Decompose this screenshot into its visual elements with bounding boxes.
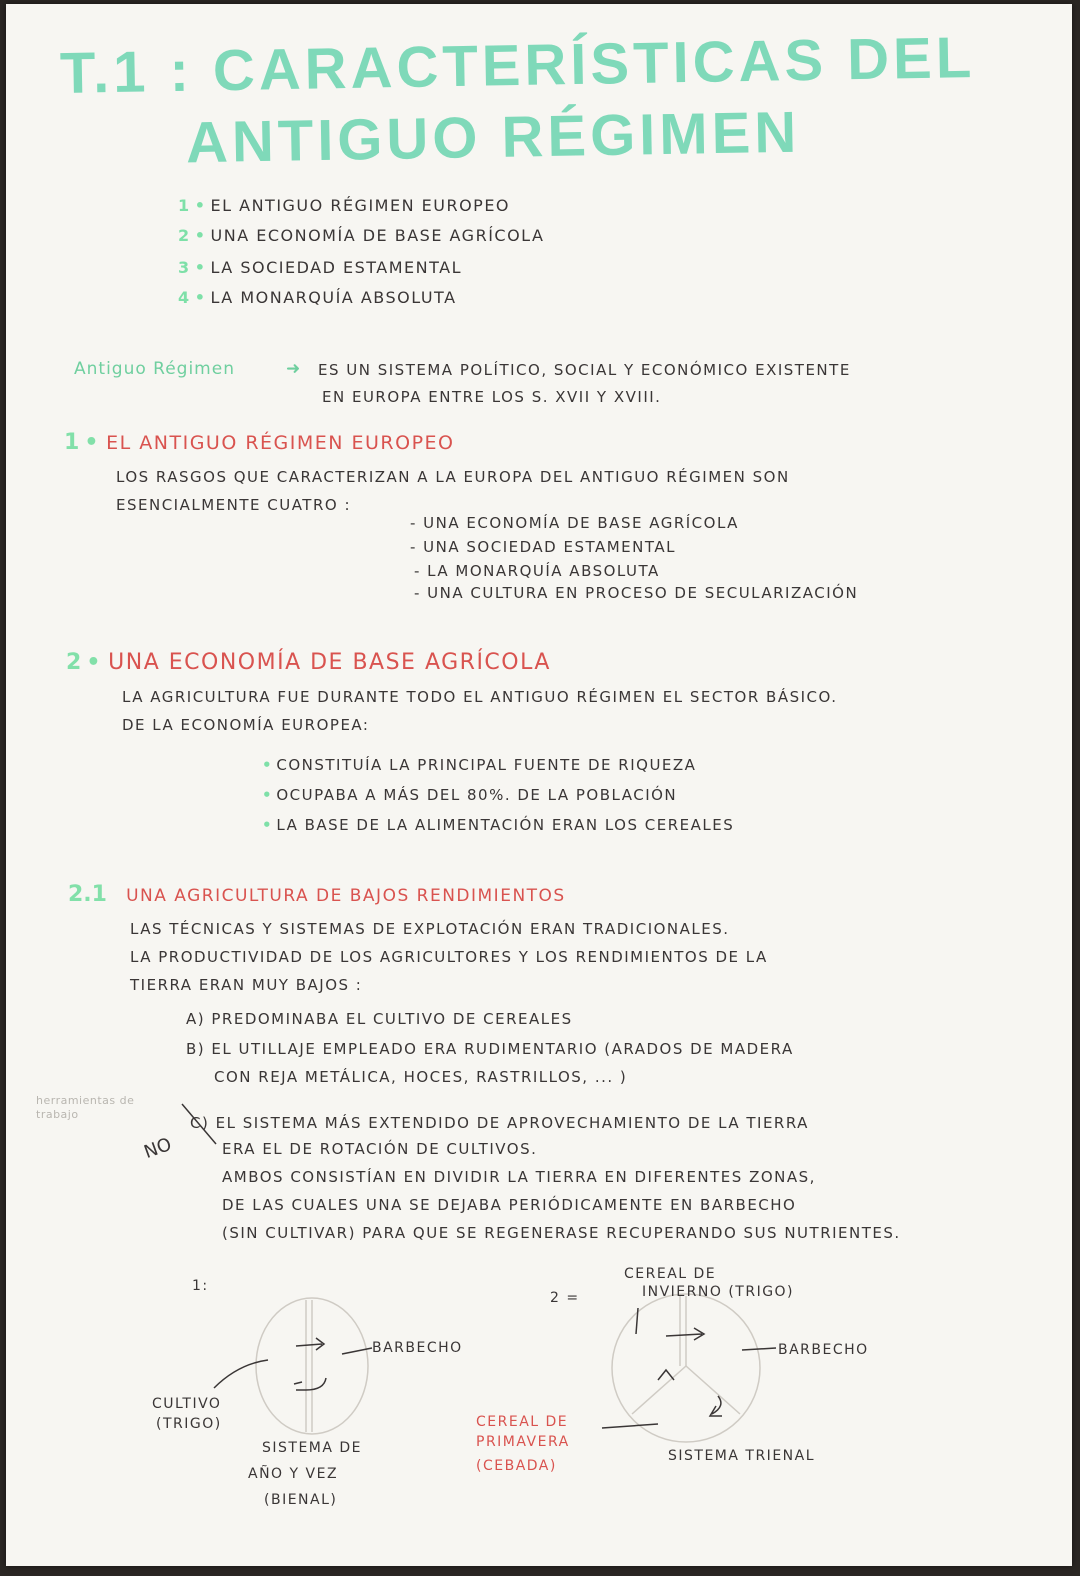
diagram-1-number: 1: [192,1278,209,1294]
toc-item: 1 • EL ANTIGUO RÉGIMEN EUROPEO [178,196,511,215]
toc-text: LA SOCIEDAD ESTAMENTAL [210,258,462,277]
section-title: UNA AGRICULTURA DE BAJOS RENDIMIENTOS [126,886,566,906]
list-item-c-line-5: (SIN CULTIVAR) PARA QUE SE REGENERASE RECUPERANDO SUS NUTRIENTES. [222,1224,901,1242]
list-item-c-line-4: DE LAS CUALES UNA SE DEJABA PERIÓDICAMENTE EN BARBECHO [222,1196,797,1214]
section-number: 1 [64,430,80,455]
toc-item: 2 • UNA ECONOMÍA DE BASE AGRÍCOLA [178,226,545,245]
section-1-intro-2: ESENCIALMENTE CUATRO : [116,496,352,514]
diagram-2-number: 2 = [550,1290,580,1306]
toc-item: 3 • LA SOCIEDAD ESTAMENTAL [178,258,462,277]
list-item-a: A) PREDOMINABA EL CULTIVO DE CEREALES [186,1010,573,1028]
list-item: - UNA SOCIEDAD ESTAMENTAL [410,538,676,556]
strike-mark-icon [182,1104,216,1144]
toc-text: UNA ECONOMÍA DE BASE AGRÍCOLA [210,226,545,245]
list-item: - UNA ECONOMÍA DE BASE AGRÍCOLA [410,514,739,532]
list-item-text: CONSTITUÍA LA PRINCIPAL FUENTE DE RIQUEZA [276,756,697,774]
label-spring-cereal-type: (CEBADA) [476,1458,557,1474]
toc-number: 4 [178,288,190,307]
list-item-c-line-2: ERA EL DE ROTACIÓN DE CULTIVOS. [222,1140,538,1158]
section-2-intro-1: LA AGRICULTURA FUE DURANTE TODO EL ANTIGUO RÉGIMEN EL SECTOR BÁSICO. [122,688,838,706]
toc-text: EL ANTIGUO RÉGIMEN EUROPEO [210,196,511,215]
label-fallow: BARBECHO [778,1342,869,1358]
section-2-heading: 2 • UNA ECONOMÍA DE BASE AGRÍCOLA [66,650,551,675]
toc-number: 3 [178,258,190,277]
label-spring-cereal-2: PRIMAVERA [476,1434,570,1450]
diagram-1-caption-1: SISTEMA DE [262,1440,363,1456]
toc-text: LA MONARQUÍA ABSOLUTA [210,288,457,307]
label-winter-cereal: CEREAL DE [624,1266,717,1282]
rotation-arrows-icon [214,1338,372,1390]
label-fallow: BARBECHO [372,1340,463,1356]
toc-item: 4 • LA MONARQUÍA ABSOLUTA [178,288,457,307]
cross-note: NO [141,1133,175,1164]
label-crop-type: (TRIGO) [156,1416,222,1432]
list-item: • OCUPABA A MÁS DEL 80%. DE LA POBLACIÓN [262,786,678,804]
list-item: - UNA CULTURA EN PROCESO DE SECULARIZACIÓN [414,584,859,602]
arrow-right-icon: ➜ [286,359,301,379]
diagram-1-caption-3: (BIENAL) [264,1492,338,1508]
definition-term: Antiguo Régimen [74,359,235,379]
section-1-intro-1: LOS RASGOS QUE CARACTERIZAN A LA EUROPA DEL ANTIGUO RÉGIMEN SON [116,468,790,486]
list-item-text: LA BASE DE LA ALIMENTACIÓN ERAN LOS CEREALES [276,816,735,834]
definition-text-line-1: ES UN SISTEMA POLÍTICO, SOCIAL Y ECONÓMICO EXISTENTE [318,361,851,379]
notebook-page [6,4,1072,1566]
paragraph-line: LA PRODUCTIVIDAD DE LOS AGRICULTORES Y LOS RENDIMIENTOS DE LA [130,948,768,966]
definition-text-line-2: EN EUROPA ENTRE LOS S. XVII Y XVIII. [322,388,662,406]
label-spring-cereal: CEREAL DE [476,1414,569,1430]
section-number: 2.1 [68,882,107,907]
biennial-diagram [256,1298,368,1434]
paragraph-line: TIERRA ERAN MUY BAJOS : [130,976,363,994]
rotation-diagrams [6,4,1072,1566]
section-title: UNA ECONOMÍA DE BASE AGRÍCOLA [108,650,551,675]
section-title: EL ANTIGUO RÉGIMEN EUROPEO [106,432,455,454]
list-item-c-line-1: C) EL SISTEMA MÁS EXTENDIDO DE APROVECHAMIENTO DE LA TIERRA [190,1114,809,1132]
section-1-heading: 1 • EL ANTIGUO RÉGIMEN EUROPEO [64,430,455,455]
diagram-1-caption-2: AÑO Y VEZ [248,1466,339,1482]
page-title-line-2: ANTIGUO RÉGIMEN [185,99,801,176]
toc-number: 2 [178,226,190,245]
page-title-line-1: T.1 : CARACTERÍSTICAS DEL [59,25,976,106]
list-item-text: OCUPABA A MÁS DEL 80%. DE LA POBLACIÓN [276,786,678,804]
label-winter-cereal-type: INVIERNO (TRIGO) [642,1284,795,1300]
diagram-2-caption: SISTEMA TRIENAL [668,1448,816,1464]
paragraph-line: LAS TÉCNICAS Y SISTEMAS DE EXPLOTACIÓN ERAN TRADICIONALES. [130,920,730,938]
list-item-b-line-2: CON REJA METÁLICA, HOCES, RASTRILLOS, ... ) [214,1068,628,1086]
toc-number: 1 [178,196,190,215]
margin-note: herramientas de trabajo [36,1094,135,1121]
list-item: • LA BASE DE LA ALIMENTACIÓN ERAN LOS CEREALES [262,816,735,834]
label-crop: CULTIVO [152,1396,222,1412]
triennial-diagram [612,1294,760,1442]
list-item-b-line-1: B) EL UTILLAJE EMPLEADO ERA RUDIMENTARIO (ARADOS DE MADERA [186,1040,794,1058]
section-number: 2 [66,650,82,675]
section-2-intro-2: DE LA ECONOMÍA EUROPEA: [122,716,370,734]
list-item: - LA MONARQUÍA ABSOLUTA [414,562,660,580]
list-item-c-line-3: AMBOS CONSISTÍAN EN DIVIDIR LA TIERRA EN DIFERENTES ZONAS, [222,1168,816,1186]
list-item: • CONSTITUÍA LA PRINCIPAL FUENTE DE RIQUEZA [262,756,697,774]
